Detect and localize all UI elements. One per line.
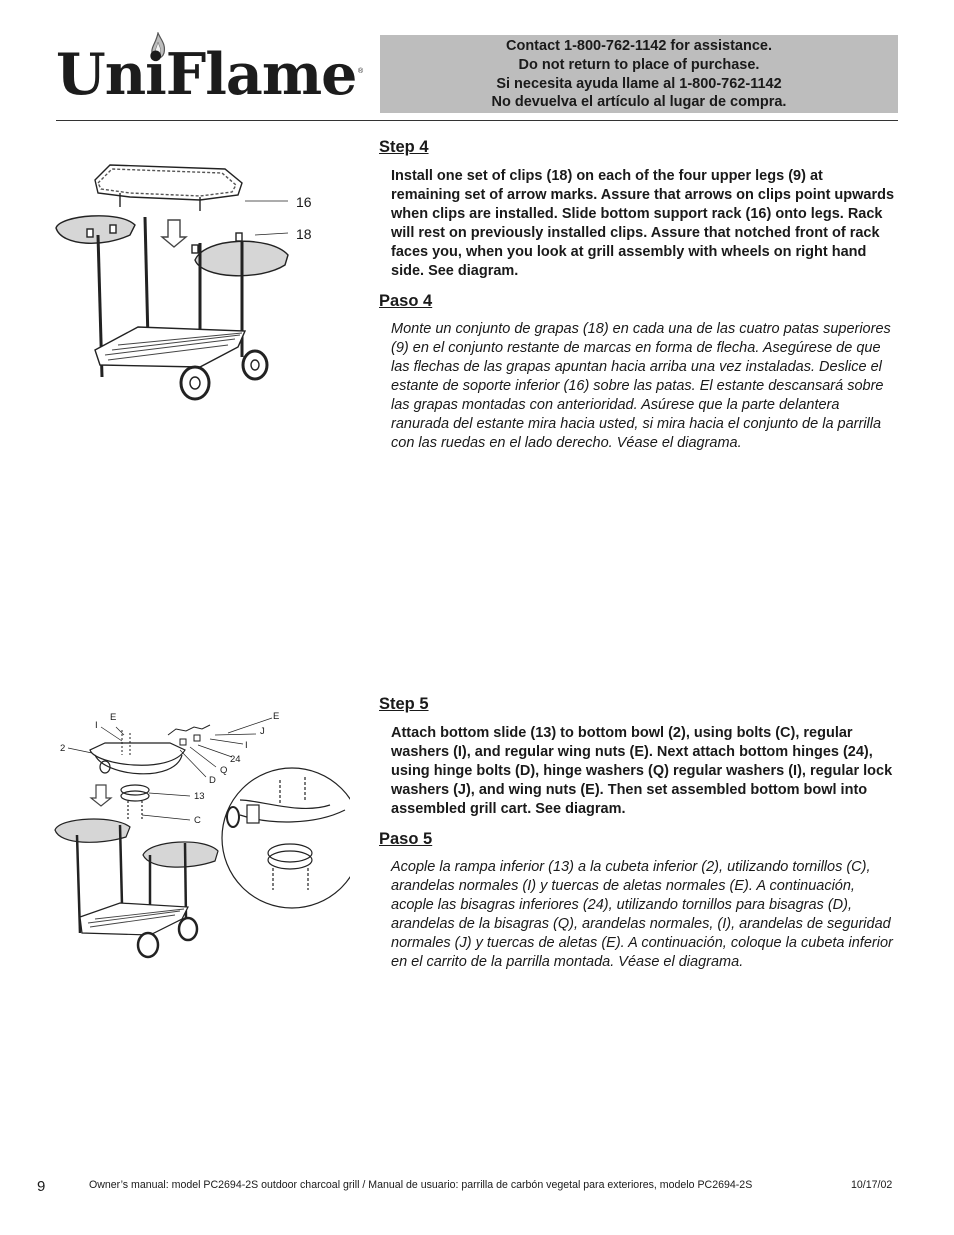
fig-label-2: 2 xyxy=(60,743,66,754)
step4-text: Install one set of clips (18) on each of the four upper legs (9) at remaining set of arrow marks. Assure that arrows on clips point upwards when clips are installed. Slide bottom support rack (16) onto legs. Rack will rest on previously installed clips. Assure that notched front of rack faces you, when you look at grill assembly with wheels on right hand side. See diagram. xyxy=(391,168,895,279)
step4-diagram xyxy=(50,155,290,405)
fig-label-16: 16 xyxy=(296,194,312,210)
fig-label-c: C xyxy=(194,815,201,826)
header-divider xyxy=(56,120,898,121)
fig-label-i: I xyxy=(245,740,248,751)
fig-label-q: Q xyxy=(220,765,228,776)
step4-heading: Step 4 xyxy=(379,138,429,156)
contact-line: Contact 1-800-762-1142 for assistance. xyxy=(506,38,772,54)
fig-label-24: 24 xyxy=(230,754,241,765)
fig-label-j: J xyxy=(260,726,265,737)
footer-manual-title: Owner’s manual: model PC2694-2S outdoor charcoal grill / Manual de usuario: parrilla de carbón vegetal para exteriores, modelo PC2694-2S xyxy=(89,1179,753,1191)
fig-label-d: D xyxy=(209,775,216,786)
paso4-text: Monte un conjunto de grapas (18) en cada una de las cuatro patas superiores (9) en el conjunto restante de marcas en forma de flecha. Asegúrese de que las flechas de las grapas apuntan hacia arriba una vez instaladas. Deslice el estante de soporte inferior (16) sobre las patas. El estante descansará sobre las grapas montadas con anterioridad. Asúrese que la parte delantera ranurada del estante mira hacia usted, si mira hacia el conjunto de la parrilla con las ruedas en el lado derecho. Véase el diagrama. xyxy=(391,321,891,451)
brand-name: UniFlame xyxy=(56,41,357,108)
footer-date: 10/17/02 xyxy=(851,1179,893,1191)
fig-label-e: E xyxy=(110,712,117,723)
step5-heading: Step 5 xyxy=(379,695,429,713)
paso4-heading: Paso 4 xyxy=(379,292,433,310)
paso5-text: Acople la rampa inferior (13) a la cubeta inferior (2), utilizando tornillos (C), arandelas normales (I) y tuercas de aletas normales (E). A continuación, acople las bisagras inferiores (24), utilizando tornillos para bisagras (D), arandelas de la bisagras (Q), arandelas normales, (I), arandelas de seguridad normales (J) y tuercas de aletas (E). A continuación, coloque la cubeta inferior en el carrito de la parrilla montada. Véase el diagrama. xyxy=(391,859,893,970)
contact-box xyxy=(380,35,898,113)
fig-label-e: E xyxy=(273,711,280,722)
fig-label-i: I xyxy=(95,720,98,731)
step5-diagram xyxy=(50,705,350,975)
brand-logo xyxy=(56,32,368,116)
contact-line: No devuelva el artículo al lugar de compra. xyxy=(491,94,787,111)
page-number: 9 xyxy=(37,1178,46,1195)
paso5-heading: Paso 5 xyxy=(379,830,433,848)
contact-line: Do not return to place of purchase. xyxy=(518,56,760,73)
fig-label-13: 13 xyxy=(194,791,205,802)
fig-label-18: 18 xyxy=(296,226,312,242)
contact-line: Si necesita ayuda llame al 1-800-762-1142 xyxy=(496,75,782,92)
registered-mark: ® xyxy=(358,68,364,75)
step5-text: Attach bottom slide (13) to bottom bowl (2), using bolts (C), regular washers (I), and regular wing nuts (E). Next attach bottom hinges (24), using hinge bolts (D), hinge washers (Q) regular washers (I), regular lock washers (J), and wing nuts (E). Then set assembled bottom bowl into assembled grill cart. See diagram. xyxy=(391,725,893,817)
